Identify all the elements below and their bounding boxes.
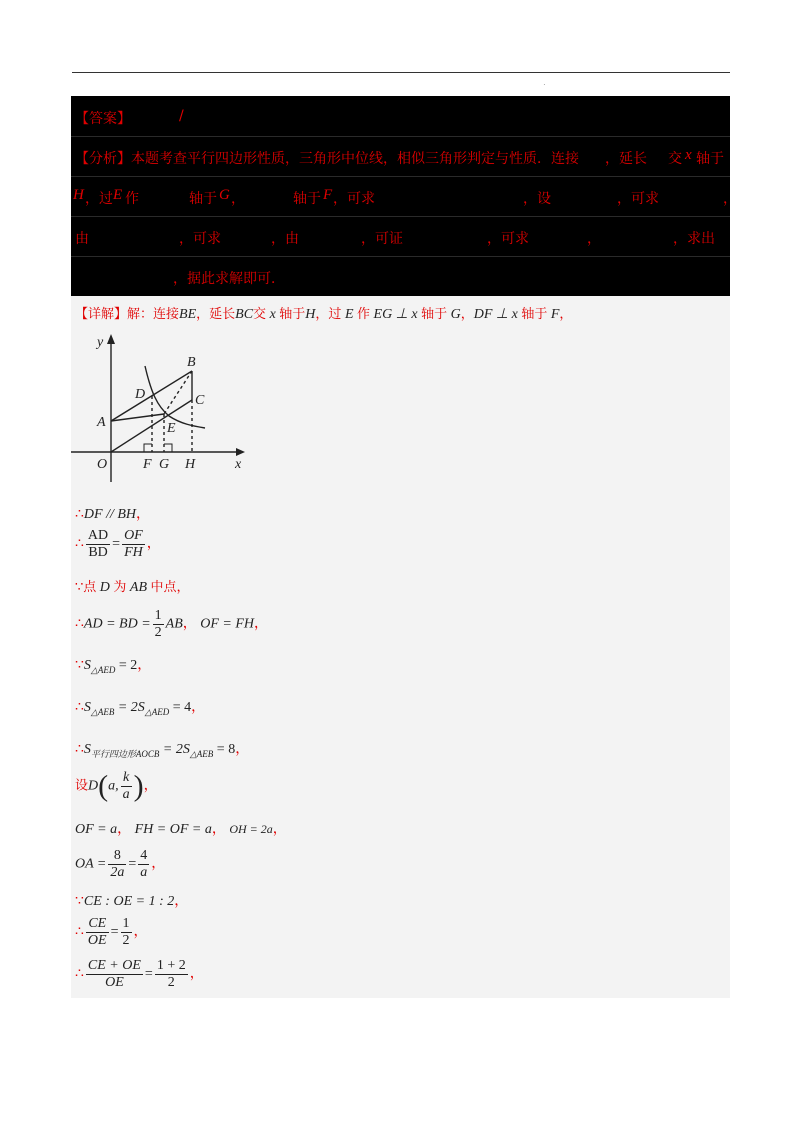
symbol: ∴ [75,700,84,715]
text: ， [460,307,474,322]
label-y: y [97,335,104,350]
fraction [108,848,126,881]
label-H: H [185,457,196,472]
label-D: D [135,387,146,402]
analysis-text: ，求出 [673,231,715,247]
analysis-text: ， [231,191,245,207]
sub: △AEB [90,706,115,717]
den: 2 [167,975,175,990]
text: 作 [357,307,371,322]
text: 轴于 [521,307,548,322]
den: FH [124,545,143,560]
var: G [450,307,461,322]
den: OE [105,975,124,990]
text: 轴于 [421,307,448,322]
analysis-text: 作 [125,191,139,207]
analysis-text: 由 [75,231,89,247]
num: 1 + 2 [156,958,186,973]
step-8: 设D(a, $\frac{k}{a}$ )， [75,769,158,803]
answer-value: / [179,108,184,124]
label-O: O [97,457,108,472]
sub: △AED [144,706,170,717]
symbol: = [110,924,119,940]
symbol: = [112,536,121,552]
step-12 [75,916,148,949]
expr: AD = BD = [83,616,151,632]
label-E: E [167,421,176,436]
den: BD [88,545,108,560]
var: S [83,658,91,673]
answer-row [71,96,730,136]
analysis-row-1 [71,136,730,177]
fraction [86,916,109,949]
var: D [99,580,110,595]
symbol: ， [189,966,204,982]
symbol: ， [117,822,132,837]
var: S [83,742,91,757]
expr: CE : OE = 1 : 2 [83,894,175,909]
var-G: G [219,187,230,203]
var: AB [129,580,148,595]
symbol: ， [272,822,287,837]
sub: 平行四边形AOCB [90,748,160,759]
text: ， [559,307,573,322]
den: 2 [154,625,162,640]
symbol: ∴ [75,536,84,552]
analysis-text: ，可求 [333,191,375,207]
step-10 [75,848,165,881]
fraction [138,848,149,881]
symbol: = [128,856,137,872]
analysis-text: ，据此求解即可． [173,271,285,287]
num: CE [86,916,109,933]
num: 1 [122,916,130,931]
text: ，过 [315,307,342,322]
symbol: = [144,966,153,982]
step-6 [75,696,205,718]
expr: AB [165,616,183,632]
symbol: ， [254,616,269,632]
label-A: A [97,415,106,430]
expr: DF // BH [83,507,137,522]
expr: FH = OF = a [134,822,212,837]
symbol: ， [137,658,152,673]
var: EG ⊥ x [373,307,418,322]
step-9 [75,818,287,838]
step-2 [75,528,161,561]
analysis-text: ， [587,231,601,247]
analysis-text: ， [723,191,737,207]
num: 4 [140,848,148,863]
step-4 [75,608,268,641]
text: ，延长 [196,307,236,322]
symbol: ∴ [75,507,84,522]
answer-box [71,96,737,296]
symbol: ∵ [75,658,84,673]
text: 轴于 [279,307,306,322]
analysis-text: 本题考查平行四边形性质，三角形中位线，相似三角形判定与性质．连接 [131,151,579,167]
header-dot: · [543,80,546,89]
analysis-text: 轴于 [189,191,217,207]
fraction [121,770,132,803]
text: 中点， [150,580,190,595]
analysis-row-4 [71,256,730,297]
analysis-text: ，可求 [179,231,221,247]
var-H: H [73,187,84,203]
detail-tag: 【详解】 [75,307,128,322]
expr: = 2S [162,742,190,757]
label-x: x [235,457,242,472]
step-13 [75,958,204,991]
y-arrow [107,334,115,344]
den: OE [87,933,107,948]
symbol: ， [211,822,226,837]
fraction [121,916,132,949]
header-rule [72,72,730,73]
symbol: ， [191,700,206,715]
fraction [122,528,145,561]
symbol: ， [143,778,158,794]
var: DF ⊥ x [473,307,518,322]
step-7 [75,738,249,760]
analysis-text: ，可求 [617,191,659,207]
expr: OF = a [75,822,118,837]
var-E: E [113,187,123,203]
symbol: ， [174,894,189,909]
step-5 [75,654,151,676]
sub: △AEB [189,748,214,759]
step-11 [75,890,188,910]
label-C: C [195,393,205,408]
answer-tag: 【答案】 [75,111,131,127]
analysis-text: 交 [668,151,682,167]
symbol: ， [133,924,148,940]
step-1 [75,503,150,523]
symbol: ， [146,536,161,552]
analysis-text: ，可证 [361,231,403,247]
symbol: ∴ [75,966,84,982]
text: 为 [113,580,127,595]
analysis-tag: 【分析】 [75,151,131,167]
analysis-var [685,147,692,164]
den: a [122,787,130,802]
fraction [153,608,164,641]
step-3 [75,576,190,596]
num: 1 [154,608,162,623]
label-F: F [143,457,152,472]
symbol: ， [136,507,151,522]
symbol: ∴ [75,616,84,632]
symbol: ， [182,616,197,632]
text: 设 [75,778,89,794]
text: ∵点 [75,580,97,595]
expr: OH = 2a [229,822,273,836]
text: 解：连接 [127,307,180,322]
x-arrow [236,448,245,456]
den: a [140,865,148,880]
symbol: ∴ [75,924,84,940]
symbol: ∴ [75,742,84,757]
expr: = 2S [117,700,145,715]
fraction [155,958,188,991]
expr: = 2 [118,658,138,673]
analysis-text: 轴于 [696,151,724,167]
symbol: ， [235,742,250,757]
expr: = 8 [216,742,236,757]
num: CE + OE [87,958,141,973]
detail-intro [75,303,572,323]
analysis-text: ，设 [523,191,551,207]
text: 交 [253,307,267,322]
sub: △AED [90,664,116,675]
label-B: B [187,355,196,370]
analysis-text: ，由 [271,231,299,247]
num: AD [87,528,109,543]
den: 2 [122,933,130,948]
den: 2a [110,865,125,880]
var: D [88,778,99,794]
segment-BE [164,371,192,414]
var-F: F [323,187,333,203]
expr: a, [108,778,119,794]
right-angle-G [164,444,172,452]
geometry-figure [71,332,261,488]
num: 8 [108,848,126,865]
symbol: ， [151,856,166,872]
segment-AE [111,414,164,421]
analysis-text: ，可求 [487,231,529,247]
var: BC [235,307,254,322]
var-x: x [685,147,692,163]
num: OF [124,528,143,543]
analysis-row-2 [71,176,737,217]
label-G: G [159,457,170,472]
expr: OF = FH [200,616,255,632]
num: k [121,770,132,787]
expr: = 4 [172,700,192,715]
analysis-text: ，延长 [605,151,647,167]
var: BE [179,307,197,322]
var: H [305,307,316,322]
analysis-row-3 [71,216,730,257]
var: x [269,307,276,322]
fraction [86,958,143,991]
var: S [83,700,91,715]
var: F [550,307,560,322]
detail-section [71,296,730,998]
fraction [86,528,110,561]
var: E [344,307,354,322]
right-angle-F [144,444,152,452]
symbol: ∵ [75,894,84,909]
analysis-text: 轴于 [293,191,321,207]
expr: OA = [75,856,107,872]
analysis-text: ，过 [85,191,113,207]
